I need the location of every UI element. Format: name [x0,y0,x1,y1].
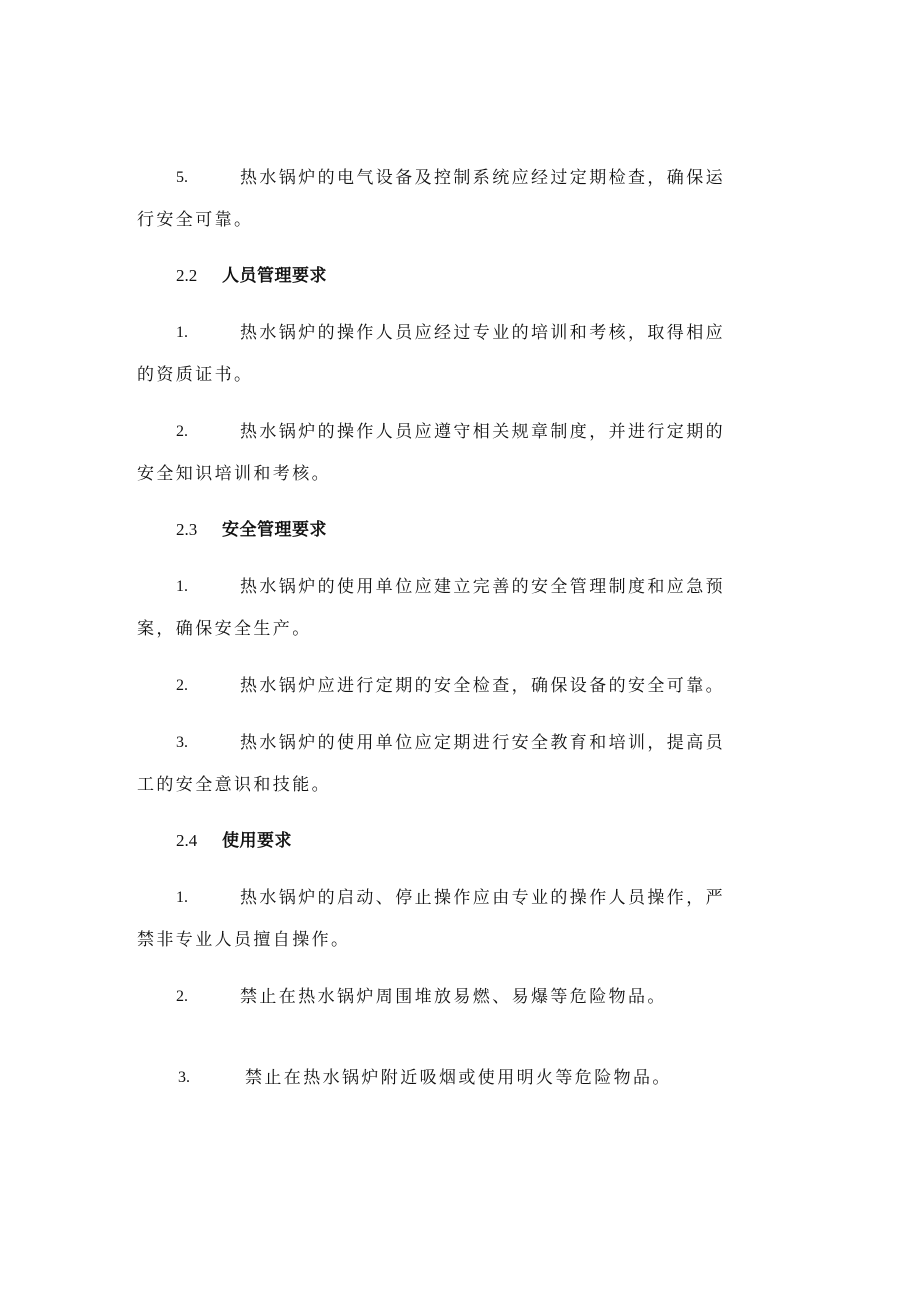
list-item-text-continued: 案，确保安全生产。 [137,619,312,639]
list-item-text: 热水锅炉的使用单位应建立完善的安全管理制度和应急预 [240,577,725,597]
section-heading: 安全管理要求 [222,520,327,540]
list-item-number: 1. [176,889,188,906]
list-item-number: 3. [176,734,188,751]
list-item-text-continued: 的资质证书。 [137,365,254,385]
list-item-number: 5. [176,169,188,186]
section-number: 2.4 [176,831,198,850]
list-item-text: 热水锅炉的操作人员应遵守相关规章制度，并进行定期的 [240,422,725,442]
list-item-text: 禁止在热水锅炉周围堆放易燃、易爆等危险物品。 [240,987,667,1007]
list-item-text: 热水锅炉应进行定期的安全检查，确保设备的安全可靠。 [240,676,725,696]
list-item-number: 1. [176,324,188,341]
section-heading: 使用要求 [222,831,292,851]
list-item-text-continued: 安全知识培训和考核。 [137,464,331,484]
list-item-text-continued: 工的安全意识和技能。 [137,775,331,795]
list-item-number: 1. [176,578,188,595]
list-item-text: 热水锅炉的启动、停止操作应由专业的操作人员操作，严 [240,888,725,908]
list-item-number: 2. [176,677,188,694]
section-number: 2.3 [176,520,198,539]
list-item-number: 2. [176,423,188,440]
section-heading: 人员管理要求 [222,266,327,286]
list-item-number: 3. [178,1069,190,1086]
section-number: 2.2 [176,266,198,285]
list-item-text: 热水锅炉的电气设备及控制系统应经过定期检查，确保运 [240,168,725,188]
list-item-text-continued: 禁非专业人员擅自操作。 [137,930,351,950]
list-item-text-continued: 行安全可靠。 [137,210,254,230]
list-item-text: 热水锅炉的操作人员应经过专业的培训和考核，取得相应 [240,323,725,343]
list-item-text: 禁止在热水锅炉附近吸烟或使用明火等危险物品。 [245,1068,672,1088]
list-item-number: 2. [176,988,188,1005]
list-item-text: 热水锅炉的使用单位应定期进行安全教育和培训，提高员 [240,733,725,753]
